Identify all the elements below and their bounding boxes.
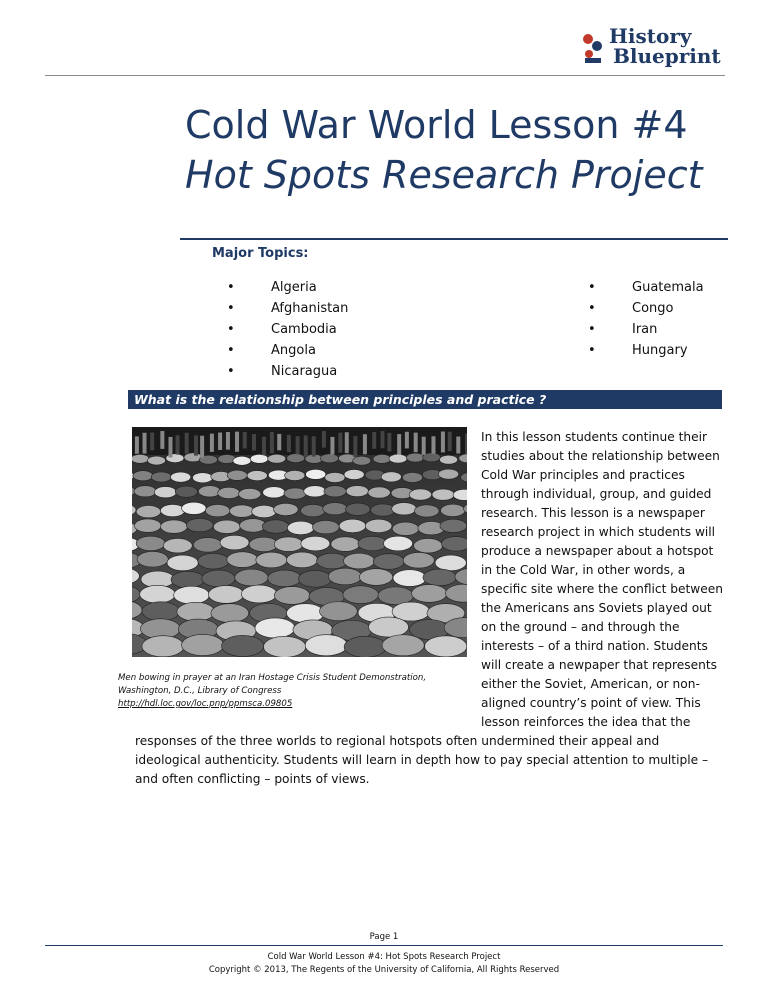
- photo-figure: [161, 520, 188, 533]
- photo-caption: [118, 672, 458, 711]
- photo-figure: [346, 486, 368, 497]
- photo-figure: [211, 604, 249, 623]
- photo-figure: [142, 636, 184, 657]
- photo-figure: [306, 469, 326, 479]
- photo-figure: [368, 487, 390, 498]
- photo-figure: [324, 486, 346, 497]
- photo-figure: [369, 617, 409, 637]
- photo-figure: [317, 553, 348, 569]
- photo-figure: [174, 586, 210, 604]
- photo-figure: [274, 587, 310, 605]
- photo-figure: [171, 571, 204, 588]
- bullet-icon: •: [588, 322, 596, 337]
- photo-figure: [262, 520, 289, 533]
- photo-figure: [438, 469, 458, 479]
- page-number: Page 1: [369, 932, 399, 942]
- photo-figure: [344, 636, 386, 657]
- header-divider: [45, 75, 725, 76]
- photo-figure: [171, 472, 191, 482]
- photo-standing-figure: [210, 434, 214, 452]
- photo-figure: [205, 504, 230, 516]
- photo-figure: [301, 504, 326, 516]
- photo-figure: [414, 538, 443, 553]
- photo-figure: [227, 552, 258, 568]
- photo-standing-figure: [381, 431, 385, 448]
- topics-list-right: [588, 277, 738, 361]
- bullet-icon: •: [588, 301, 596, 316]
- photo-figure: [442, 537, 467, 552]
- photo-figure: [411, 585, 447, 603]
- footer-copyright: Copyright © 2013, The Regents of the University of California, All Rights Reserved: [208, 965, 560, 975]
- list-item: • Congo: [588, 298, 738, 319]
- photo-figure: [222, 635, 264, 656]
- footer-divider: [45, 945, 723, 946]
- photo-standing-figure: [372, 432, 376, 449]
- photo-standing-figure: [143, 433, 147, 454]
- photo-figure: [373, 454, 391, 463]
- photo-figure: [441, 504, 466, 516]
- photo-standing-figure: [431, 436, 435, 453]
- photo-figure: [287, 604, 325, 623]
- list-item: • Iran: [588, 319, 738, 340]
- photo-figure: [241, 585, 277, 603]
- photo-figure: [331, 537, 360, 552]
- photo-figure: [287, 552, 318, 568]
- photo-figure: [298, 570, 331, 587]
- photo-figure: [305, 635, 347, 656]
- photo-figure: [198, 553, 229, 569]
- photo-standing-figure: [304, 436, 308, 457]
- photo-figure: [402, 472, 422, 482]
- caption-line-2: Washington, D.C., Library of Congress: [118, 686, 282, 696]
- photo-figure: [287, 521, 314, 534]
- photo-figure: [344, 469, 364, 479]
- bullet-icon: •: [227, 322, 235, 337]
- photo-figure: [193, 538, 222, 553]
- bullet-icon: •: [227, 343, 235, 358]
- photo-standing-figure: [176, 435, 180, 454]
- photo-standing-figure: [262, 437, 266, 455]
- photo-figure: [381, 472, 401, 482]
- topics-list-left: [227, 277, 427, 382]
- photo-figure: [287, 454, 305, 463]
- photo-standing-figure: [235, 432, 239, 452]
- photo-standing-figure: [465, 433, 467, 454]
- photo-figure: [389, 454, 407, 463]
- photo-figure: [435, 555, 466, 571]
- photo-standing-figure: [287, 435, 291, 452]
- body-paragraph-part-1: In this lesson students continue their studies about the relationship between Cold War principles and practices through individual, group, and guided research. This lesson is a newspaper research project in which students will produce a newspaper about a hotspot in the Cold War, in other words, a specific site where the conflict between the Americans ans Soviets played out on the ground – and through the interests – of a third nation. Students: [481, 430, 723, 653]
- photo-figure: [409, 489, 431, 500]
- photo-figure: [264, 636, 306, 657]
- page-title: [185, 100, 745, 200]
- photo-figure: [230, 505, 255, 517]
- photo-standing-figure: [243, 432, 247, 449]
- list-item: • Guatemala: [588, 277, 738, 298]
- photo-figure: [392, 503, 417, 515]
- photo-standing-figure: [270, 432, 274, 453]
- photo-figure: [208, 586, 244, 604]
- photo-standing-figure: [226, 432, 230, 450]
- photo-figure: [252, 505, 277, 517]
- photo-standing-figure: [296, 436, 300, 454]
- list-item: • Nicaragua: [227, 361, 427, 382]
- photo-figure: [247, 471, 267, 481]
- bullet-icon: •: [227, 301, 235, 316]
- photo-figure: [239, 488, 261, 499]
- photo-figure: [285, 470, 305, 480]
- bullet-icon: •: [588, 280, 596, 295]
- title-main: Cold War World Lesson #4: [185, 103, 688, 147]
- photo-figure: [325, 472, 345, 482]
- photo-figure: [406, 453, 424, 462]
- photo-standing-figure: [150, 432, 154, 450]
- photo-figure: [358, 536, 387, 551]
- demonstration-photo: [132, 427, 467, 657]
- photo-figure: [233, 456, 251, 465]
- photo-figure: [249, 537, 278, 552]
- photo-standing-figure: [353, 436, 357, 457]
- photo-figure: [154, 487, 176, 498]
- photo-figure: [343, 586, 379, 604]
- photo-figure: [132, 454, 149, 463]
- photo-standing-figure: [277, 434, 281, 450]
- photo-figure: [393, 570, 426, 587]
- photo-figure: [353, 456, 371, 465]
- focus-question-bar: [128, 390, 722, 409]
- photo-figure: [182, 502, 207, 514]
- photo-figure: [268, 454, 286, 463]
- photo-figure: [384, 536, 413, 551]
- photo-figure: [319, 602, 357, 621]
- photo-standing-figure: [185, 433, 189, 454]
- photo-figure: [256, 552, 287, 568]
- photo-standing-figure: [135, 436, 139, 453]
- photo-figure: [274, 537, 303, 552]
- photo-figure: [160, 504, 185, 516]
- logo-line-history: History: [609, 24, 692, 48]
- photo-figure: [134, 486, 156, 497]
- caption-source-link[interactable]: http://hdl.loc.gov/loc.pnp/ppmsca.09805: [118, 699, 293, 709]
- logo-emblem-icon: [579, 30, 607, 66]
- photo-illustration: [132, 427, 467, 657]
- photo-standing-figure: [312, 436, 316, 456]
- list-item: • Cambodia: [227, 319, 427, 340]
- caption-line-1: Men bowing in prayer at an Iran Hostage Crisis Student Demonstration,: [118, 673, 427, 683]
- photo-figure: [198, 486, 220, 497]
- photo-figure: [140, 585, 176, 603]
- major-topics-label: Major Topics:: [212, 246, 309, 261]
- bullet-icon: •: [227, 364, 235, 379]
- list-item: • Afghanistan: [227, 298, 427, 319]
- list-item: • Angola: [227, 340, 427, 361]
- photo-figure: [304, 486, 326, 497]
- photo-figure: [186, 518, 213, 531]
- photo-standing-figure: [194, 435, 198, 455]
- photo-figure: [136, 536, 165, 551]
- photo-figure: [182, 634, 224, 655]
- photo-standing-figure: [387, 433, 391, 452]
- body-paragraph-part-3: responses of the three worlds to regional hotspots often undermined their appeal and ideological authenticity. Students will learn in depth how to pay special attention to multiple – and often conflicting – points of views.: [135, 734, 709, 786]
- photo-figure: [134, 519, 161, 532]
- list-item: • Hungary: [588, 340, 738, 361]
- body-paragraph-part-2: will create a newpaper that represents either the Soviet, American, or non- aligned country’s point of view. This lesson reinforces the idea that the: [481, 658, 717, 729]
- photo-figure: [136, 506, 161, 518]
- footer-lesson-title: Cold War World Lesson #4: Hot Spots Research Project: [267, 952, 501, 962]
- photo-standing-figure: [414, 433, 418, 453]
- title-subtitle: Hot Spots Research Project: [185, 153, 703, 197]
- photo-figure: [359, 569, 392, 586]
- photo-figure: [218, 487, 240, 498]
- photo-figure: [346, 503, 371, 515]
- photo-standing-figure: [405, 432, 409, 449]
- photo-figure: [250, 454, 268, 463]
- photo-figure: [320, 454, 338, 463]
- photo-figure: [382, 635, 424, 656]
- photo-figure: [167, 555, 198, 571]
- photo-figure: [373, 554, 404, 570]
- photo-standing-figure: [200, 436, 204, 458]
- photo-figure: [344, 553, 375, 569]
- photo-figure: [227, 470, 247, 480]
- photo-figure: [175, 486, 197, 497]
- photo-figure: [151, 472, 171, 482]
- photo-figure: [235, 569, 268, 586]
- photo-figure: [148, 456, 166, 465]
- photo-figure: [371, 504, 396, 516]
- logo-wordmark: [609, 26, 721, 66]
- logo-line-blueprint: Blueprint: [613, 44, 721, 68]
- photo-figure: [323, 503, 348, 515]
- photo-standing-figure: [422, 437, 426, 455]
- photo-figure: [255, 618, 295, 638]
- focus-question: What is the relationship between principles and practice ?: [134, 392, 547, 407]
- photo-standing-figure: [397, 434, 401, 455]
- photo-figure: [423, 569, 456, 586]
- photo-standing-figure: [363, 434, 367, 454]
- photo-figure: [163, 538, 192, 553]
- photo-figure: [440, 519, 467, 532]
- photo-standing-figure: [160, 431, 164, 449]
- bullet-icon: •: [227, 280, 235, 295]
- photo-standing-figure: [456, 437, 460, 454]
- photo-figure: [177, 602, 215, 621]
- photo-figure: [328, 568, 361, 585]
- photo-figure: [268, 570, 301, 587]
- photo-figure: [213, 520, 240, 533]
- photo-figure: [142, 602, 180, 621]
- photo-standing-figure: [322, 431, 326, 448]
- photo-figure: [339, 519, 366, 532]
- photo-figure: [440, 455, 458, 464]
- list-item: • Algeria: [227, 277, 427, 298]
- photo-figure: [414, 505, 439, 517]
- photo-standing-figure: [218, 433, 222, 450]
- photo-figure: [392, 522, 419, 535]
- photo-figure: [220, 535, 249, 550]
- photo-figure: [137, 551, 168, 567]
- photo-standing-figure: [441, 431, 445, 452]
- photo-standing-figure: [448, 432, 452, 451]
- history-blueprint-logo: [575, 22, 725, 72]
- photo-figure: [425, 636, 467, 657]
- photo-figure: [365, 519, 392, 532]
- topics-divider: [180, 238, 728, 240]
- photo-figure: [263, 487, 285, 498]
- photo-standing-figure: [345, 432, 349, 453]
- photo-figure: [312, 520, 339, 533]
- photo-figure: [193, 473, 213, 483]
- bullet-icon: •: [588, 343, 596, 358]
- photo-figure: [284, 488, 306, 499]
- photo-standing-figure: [168, 437, 172, 458]
- photo-standing-figure: [338, 433, 342, 453]
- photo-standing-figure: [330, 437, 334, 455]
- photo-standing-figure: [252, 434, 256, 450]
- photo-figure: [273, 503, 298, 515]
- photo-figure: [133, 471, 153, 481]
- photo-figure: [403, 552, 434, 568]
- photo-figure: [432, 489, 454, 500]
- photo-figure: [301, 536, 330, 551]
- photo-figure: [202, 570, 235, 587]
